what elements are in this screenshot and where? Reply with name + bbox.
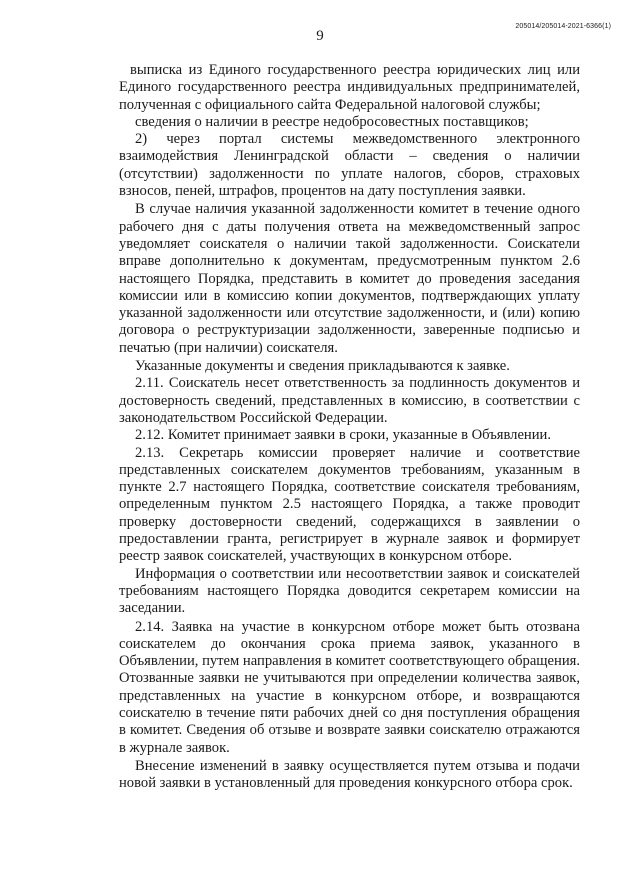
paragraph-application-changes: Внесение изменений в заявку осуществляется путем отзыва и подачи новой заявки в установленный для проведения конкурсного отбора срок. (119, 757, 580, 792)
paragraph-debt-notification: В случае наличия указанной задолженности комитет в течение одного рабочего дня с даты получения ответа на межведомственный запрос уведомляет соискателя о наличии такой задолженности. Соискатели вправе дополнительно к документам, предусмотренным пунктом 2.6 настоящего Порядка, представить в комитет до проведения заседания комиссии или в комиссию копии документов, подтверждающих уплату указанной задолженности или отсутствие задолженности, и (или) копию договора о реструктуризации задолженности, заверенные подписью и печатью (при наличии) соискателя. (119, 201, 580, 356)
document-id: 205014/205014-2021-6366(1) (515, 23, 611, 30)
paragraph-attached-documents: Указанные документы и сведения прикладываются к заявке. (135, 358, 510, 375)
page-number: 9 (316, 28, 324, 44)
paragraph-unfair-suppliers: сведения о наличии в реестре недобросовестных поставщиков; (135, 113, 529, 130)
paragraph-2-11: 2.11. Соискатель несет ответственность за подлинность документов и достоверность сведений, представленных в комиссию, в соответствии с законодательством Российской Федерации. (119, 375, 580, 426)
paragraph-2-12: 2.12. Комитет принимает заявки в сроки, указанные в Объявлении. (135, 427, 552, 444)
paragraph-2-13: 2.13. Секретарь комиссии проверяет наличие и соответствие представленных соискателем документов требованиям, указанным в пункте 2.7 настоящего Порядка, соответствие соискателя требованиям, определенным пунктом 2.5 настоящего Порядка, а также проводит проверку достоверности сведений, содержащихся в заявлении о предоставлении гранта, регистрирует в журнале заявок и формирует реестр заявок соискателей, участвующих в конкурсном отборе. (119, 444, 580, 565)
paragraph-interagency-portal: 2) через портал системы межведомственного электронного взаимодействия Ленинградской области – сведения о наличии (отсутствии) задолженности по уплате налогов, сборов, страховых взносов, пеней, штрафов, процентов на дату поступления заявки. (119, 131, 580, 200)
paragraph-2-14: 2.14. Заявка на участие в конкурсном отборе может быть отозвана соискателем до окончания срока приема заявок, указанного в Объявлении, путем направления в комитет соответствующего обращения. Отозванные заявки не учитываются при определении количества заявок, представленных на участие в конкурсном отборе, и возвращаются соискателю в течение пяти рабочих дней со дня поступления обращения в комитет. Сведения об отзыве и возврате заявки соискателю отражаются в журнале заявок. (119, 618, 580, 756)
paragraph-compliance-info: Информация о соответствии или несоответствии заявок и соискателей требованиям настоящего Порядка доводится секретарем комиссии на заседании. (119, 565, 580, 617)
document-body (119, 62, 580, 792)
paragraph-registry-extract: выписка из Единого государственного реестра юридических лиц или Единого государственного реестра индивидуальных предпринимателей, полученная с официального сайта Федеральной налоговой службы; (119, 62, 580, 113)
